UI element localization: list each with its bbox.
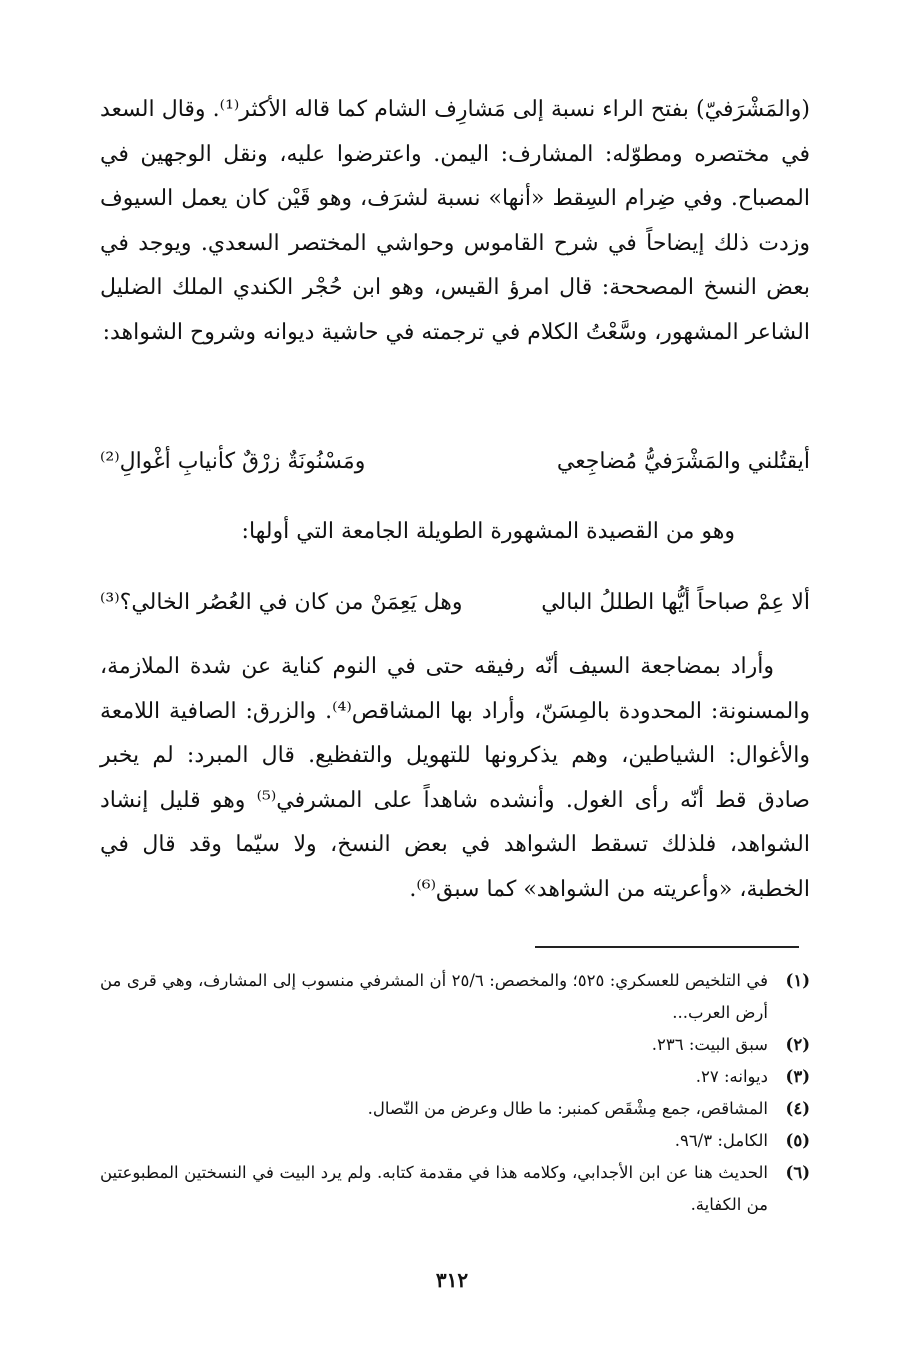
verse-1 [100, 442, 810, 482]
footnote-number: (٦) [785, 1163, 810, 1182]
footnote-text: الحديث هنا عن ابن الأجدابي، وكلامه هذا في مقدمة كتابه. ولم يرد البيت في النسختين المطبوعتين من الكفاية. [100, 1163, 768, 1214]
footnote-number: (٥) [785, 1131, 810, 1150]
verse-2-first-hemistich: ألا عِمْ صباحاً أيُّها الطللُ البالي [541, 590, 810, 615]
footnote-number: (٢) [785, 1035, 810, 1054]
footnote-text: المشاقص، جمع مِشْقَص كمنبر: ما طال وعرض من النّصال. [367, 1099, 768, 1118]
footnote-number: (٤) [785, 1099, 810, 1118]
verse-2 [100, 583, 810, 623]
footnote-text: ديوانه: ٢٧. [695, 1067, 768, 1086]
commentary-paragraph [100, 645, 810, 913]
footnote-item [100, 1029, 810, 1061]
page-number: ٣١٢ [435, 1268, 469, 1292]
footnotes-list [100, 965, 810, 1221]
footnote-item [100, 1125, 810, 1157]
footnote-item [100, 1093, 810, 1125]
verse-1-first-hemistich: أيقتُلني والمَشْرَفيُّ مُضاجِعي [556, 449, 810, 474]
footnote-number: (١) [785, 971, 810, 990]
footnote-item [100, 1157, 810, 1221]
footnote-number: (٣) [785, 1067, 810, 1086]
paragraph-1: (والمَشْرَفيّ) بفتح الراء نسبة إلى مَشارِف الشام كما قاله الأكثر⁽¹⁾. وقال السعد في مختصره ومطوّله: المشارف: اليمن. واعترضوا عليه، ونقل الوجهين في المصباح. وفي ضِرام السِقط «أنها» نسبة لشرَف، وهو قَيْن كان يعمل السيوف وزدت ذلك إيضاحاً في شرح القاموس وحواشي المختصر السعدي. ويوجد في بعض النسخ المصححة: قال امرؤ القيس، وهو ابن حُجْر الكندي الملك الضليل الشاعر المشهور، وسَّعْتُ الكلام في ترجمته في حاشية ديوانه وشروح الشواهد: [100, 97, 810, 345]
verse-2-second-hemistich: وهل يَعِمَنْ من كان في العُصُر الخالي؟⁽³⁾ [100, 590, 463, 615]
main-paragraph [100, 88, 810, 356]
footnote-item [100, 965, 810, 1029]
footnote-text: سبق البيت: ٢٣٦. [651, 1035, 768, 1054]
verse-intro-line: وهو من القصيدة المشهورة الطويلة الجامعة التي أولها: [241, 519, 735, 544]
footnote-text: في التلخيص للعسكري: ٥٢٥؛ والمخصص: ٢٥/٦ أن المشرفي منسوب إلى المشارف، وهي قرى من أرض العرب... [100, 971, 768, 1022]
footnote-divider [535, 946, 799, 948]
footnote-item [100, 1061, 810, 1093]
verse-1-second-hemistich: ومَسْنُونَةٌ زرْقٌ كأنيابِ أغْوالِ⁽²⁾ [100, 449, 366, 474]
paragraph-2: وأراد بمضاجعة السيف أنّه رفيقه حتى في النوم كناية عن شدة الملازمة، والمسنونة: المحدودة بالمِسَنّ، وأراد بها المشاقص⁽⁴⁾. والزرق: الصافية اللامعة والأغوال: الشياطين، وهم يذكرونها للتهويل والتفظيع. قال المبرد: لم يخبر صادق قط أنّه رأى الغول. وأنشده شاهداً على المشرفي⁽⁵⁾ وهو قليل إنشاد الشواهد، فلذلك تسقط الشواهد في بعض النسخ، ولا سيّما وقد قال في الخطبة، «وأعريته من الشواهد» كما سبق⁽⁶⁾. [100, 654, 810, 902]
footnote-text: الكامل: ٩٦/٣. [674, 1131, 768, 1150]
